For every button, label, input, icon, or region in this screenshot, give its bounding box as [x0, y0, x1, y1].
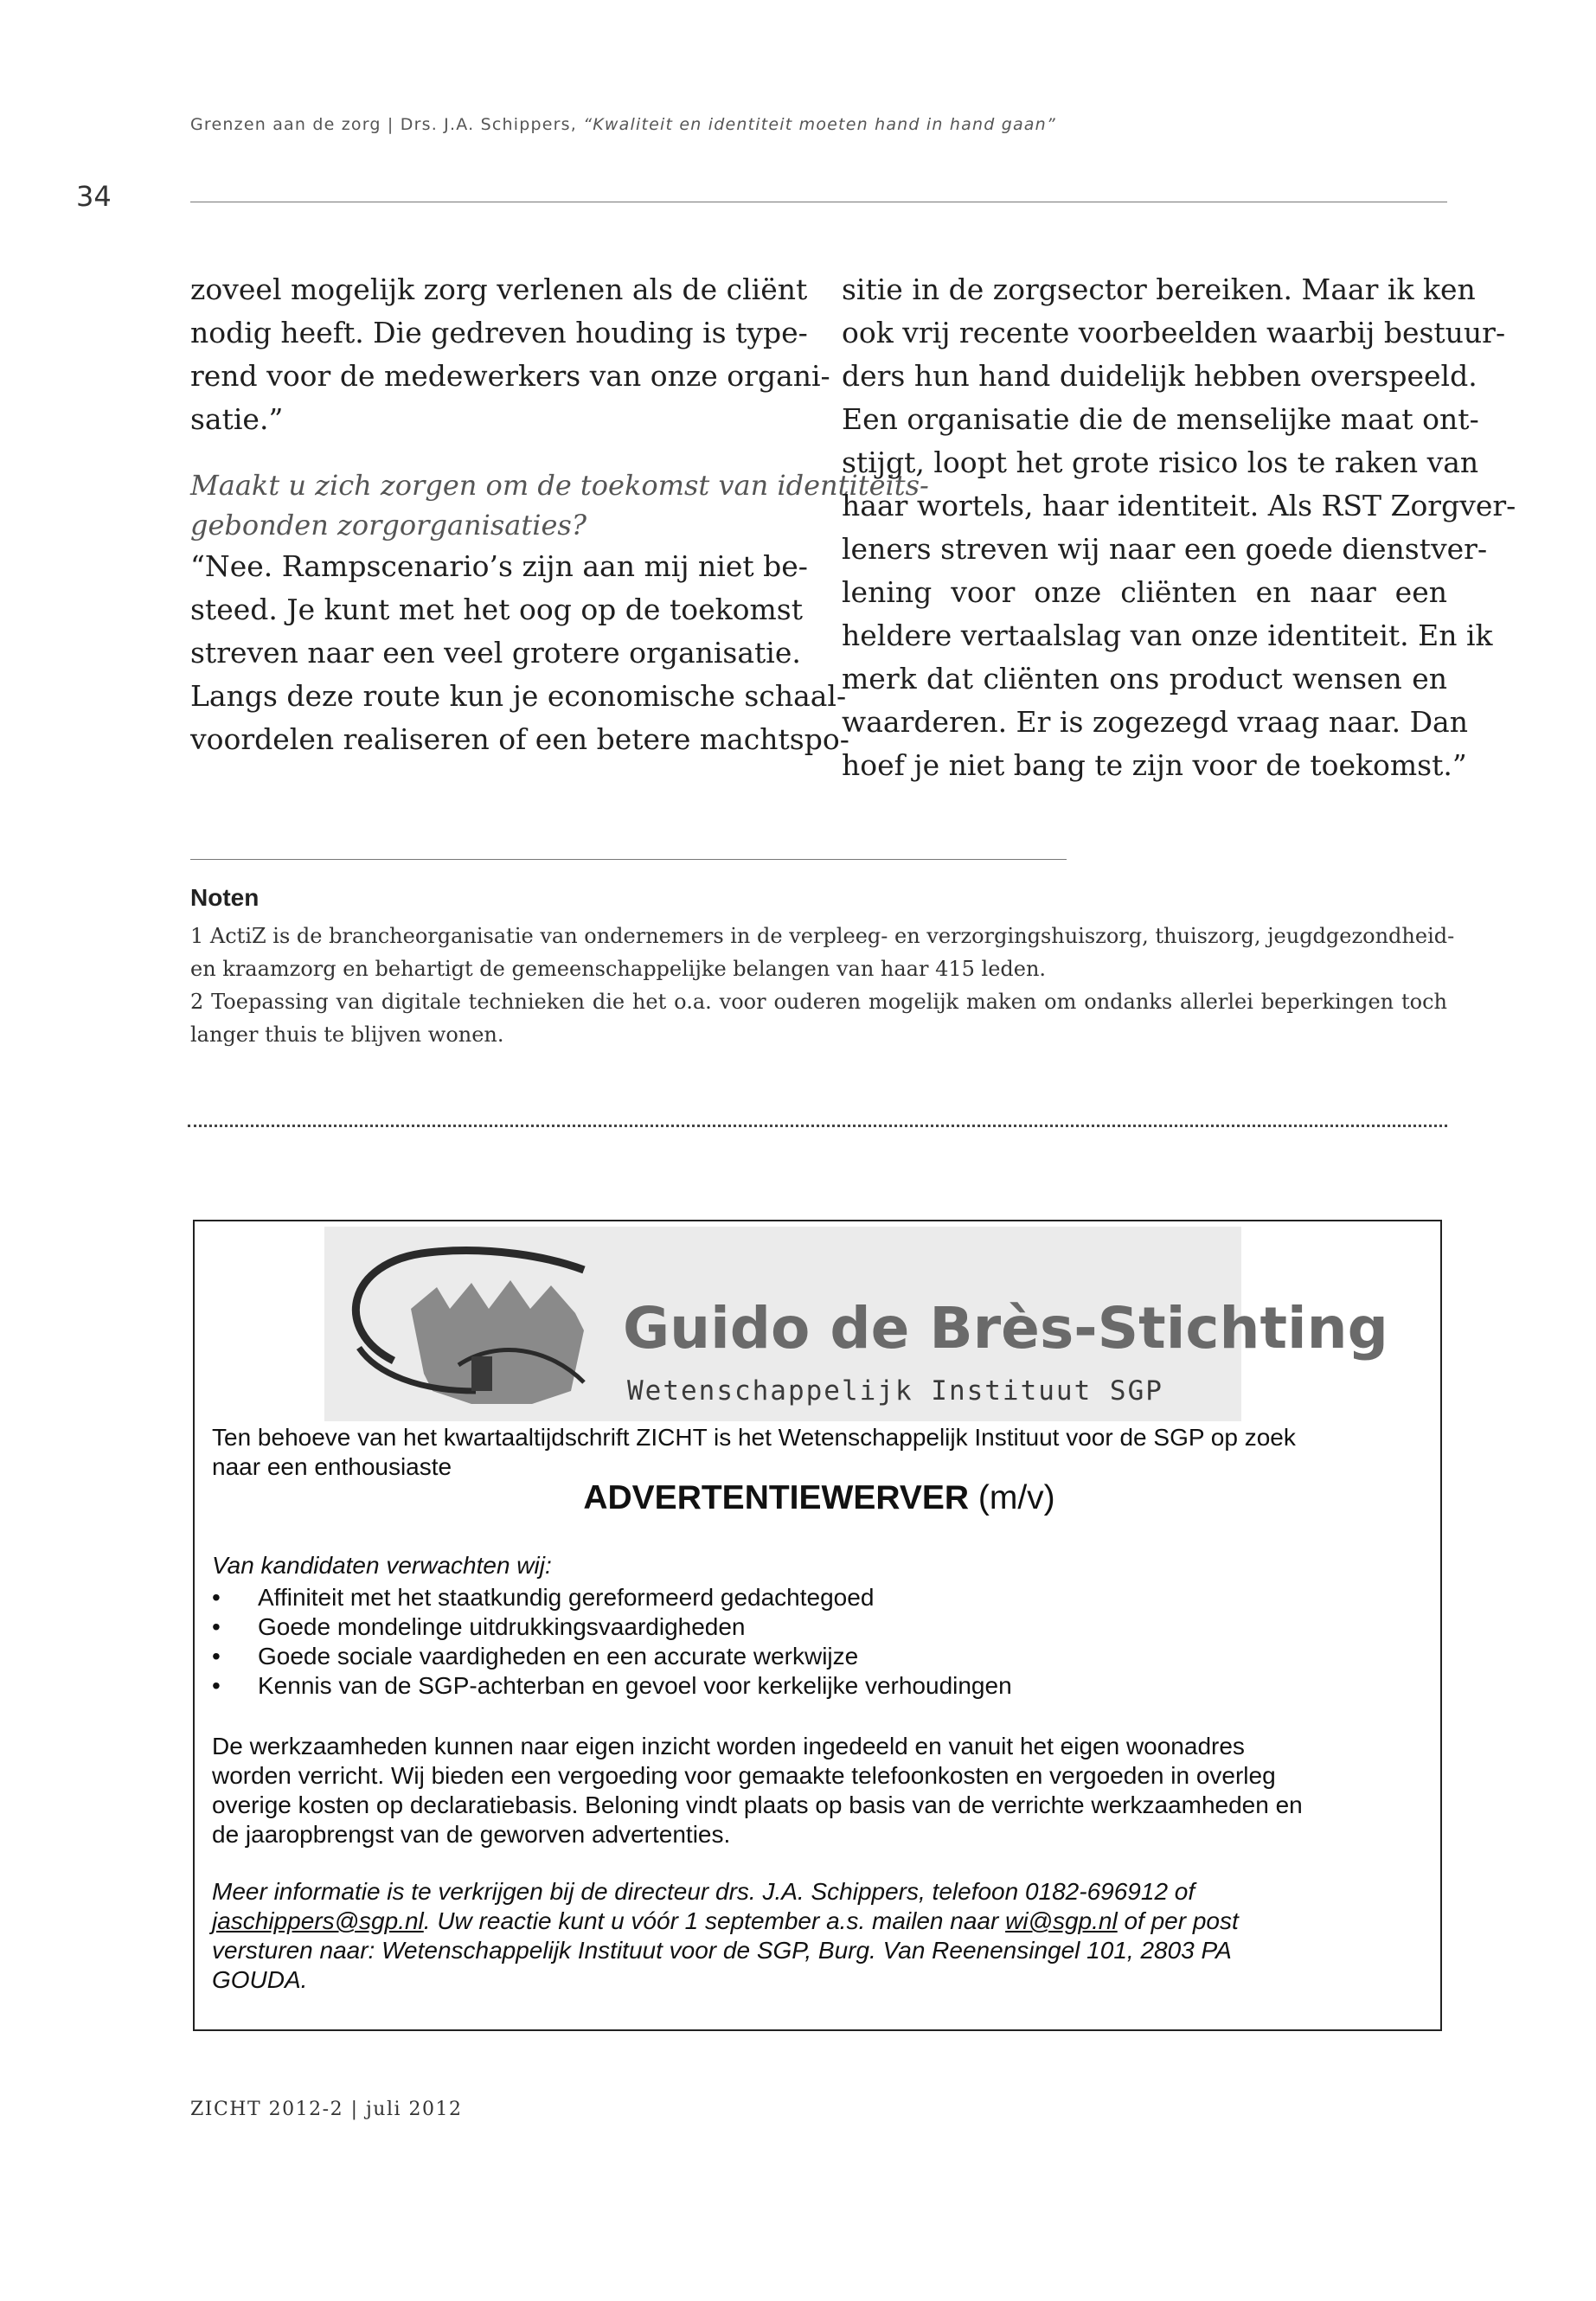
text-line: sitie in de zorgsector bereiken. Maar ik ken: [842, 272, 1476, 306]
work-line: overige kosten op declaratiebasis. Beloning vindt plaats op basis van de verrichte werkzaamheden en: [212, 1791, 1303, 1818]
list-item: • Goede mondelinge uitdrukkingsvaardigheden: [212, 1612, 1012, 1642]
interview-question: [190, 465, 929, 545]
list-item: • Kennis van de SGP-achterban en gevoel voor kerkelijke verhoudingen: [212, 1671, 1012, 1701]
page-number: 34: [76, 180, 112, 213]
text-line: “Nee. Rampscenario’s zijn aan mij niet be-: [190, 549, 808, 583]
info-text: of per post: [1117, 1907, 1239, 1934]
text-line: waarderen. Er is zogezegd vraag naar. Dan: [842, 705, 1468, 739]
logo-name: Guido de Brès-Stichting: [623, 1295, 1388, 1362]
text-line: Een organisatie die de menselijke maat ont-: [842, 402, 1479, 436]
email-link-institute[interactable]: wi@sgp.nl: [1005, 1907, 1118, 1934]
text-line: heldere vertaalslag van onze identiteit. En ik: [842, 619, 1493, 652]
work-line: worden verricht. Wij bieden een vergoeding voor gemaakte telefoonkosten en vergoeden in overleg: [212, 1762, 1276, 1789]
job-title: ADVERTENTIEWERVER: [583, 1479, 970, 1516]
list-item: • Goede sociale vaardigheden en een accurate werkwijze: [212, 1642, 1012, 1671]
text-line: Langs deze route kun je economische schaal-: [190, 679, 847, 713]
text-line: streven naar een veel grotere organisatie.: [190, 636, 801, 670]
text-line: steed. Je kunt met het oog op de toekomst: [190, 593, 803, 626]
footnotes: [190, 920, 1455, 1051]
text-line: lening voor onze cliënten en naar een: [842, 575, 1447, 609]
footnote-line: 2 Toepassing van digitale technieken die het o.a. voor ouderen mogelijk maken om ondanks allerlei beperkingen toch: [190, 990, 1447, 1014]
work-line: de jaaropbrengst van de geworven advertenties.: [212, 1821, 731, 1848]
guido-de-bres-logo: [324, 1227, 1388, 1421]
requirements-list: [212, 1583, 1012, 1701]
work-line: De werkzaamheden kunnen naar eigen inzicht worden ingedeeld en vanuit het eigen woonadres: [212, 1733, 1245, 1759]
right-column: [842, 268, 1516, 787]
text-line: nodig heeft. Die gedreven houding is type-: [190, 316, 808, 349]
footnote-line: en kraamzorg en behartigt de gemeenschappelijke belangen van haar 415 leden.: [190, 957, 1047, 981]
notes-rule: [190, 859, 1067, 860]
text-line: hoef je niet bang te zijn voor de toekomst.”: [842, 748, 1467, 782]
info-line: versturen naar: Wetenschappelijk Instituut voor de SGP, Burg. Van Reenensingel 101, 2803 PA: [212, 1937, 1232, 1964]
requirements-label: Van kandidaten verwachten wij:: [212, 1552, 552, 1579]
text-line: haar wortels, haar identiteit. Als RST Zorgver-: [842, 489, 1516, 522]
work-description: [212, 1732, 1423, 1849]
info-line: GOUDA.: [212, 1966, 308, 1993]
job-title-suffix: (m/v): [969, 1479, 1055, 1516]
dotted-separator: [188, 1125, 1447, 1127]
info-line: [212, 1907, 1423, 1936]
text-line: zoveel mogelijk zorg verlenen als de cliënt: [190, 272, 808, 306]
info-text: . Uw reactie kunt u vóór 1 september a.s. mailen naar: [423, 1907, 1006, 1934]
running-head: [190, 115, 1056, 134]
left-column: [190, 268, 929, 761]
text-line: stijgt, loopt het grote risico los te raken van: [842, 445, 1479, 479]
running-head-quote: “Kwaliteit en identiteit moeten hand in hand gaan”: [583, 115, 1056, 134]
text-line: leners streven wij naar een goede dienstver-: [842, 532, 1488, 566]
notes-title: Noten: [190, 884, 260, 911]
list-item: • Affiniteit met het staatkundig gereformeerd gedachtegoed: [212, 1583, 1012, 1612]
footnote-line: langer thuis te blijven wonen.: [190, 1022, 504, 1047]
answer-continuation: [842, 268, 1516, 787]
question-line: gebonden zorgorganisaties?: [190, 509, 586, 542]
job-advertisement: [193, 1220, 1442, 2031]
paragraph-end: [190, 268, 830, 441]
footnote-line: 1 ActiZ is de brancheorganisatie van ondernemers in de verpleeg- en verzorgingshuiszorg, thuiszorg, jeugdgezondheid-: [190, 924, 1455, 948]
text-line: satie.”: [190, 402, 284, 436]
text-line: rend voor de medewerkers van onze organi-: [190, 359, 830, 393]
text-line: ook vrij recente voorbeelden waarbij bestuur-: [842, 316, 1506, 349]
intro-line: Ten behoeve van het kwartaaltijdschrift ZICHT is het Wetenschappelijk Instituut voor de SGP op zoek: [212, 1424, 1296, 1451]
text-line: merk dat cliënten ons product wensen en: [842, 662, 1447, 695]
logo-subtitle: Wetenschappelijk Instituut SGP: [627, 1375, 1163, 1407]
text-line: ders hun hand duidelijk hebben overspeeld.: [842, 359, 1477, 393]
page-footer: ZICHT 2012-2 | juli 2012: [190, 2099, 463, 2120]
email-link-director[interactable]: jaschippers@sgp.nl: [212, 1907, 424, 1934]
ad-intro: [212, 1423, 1423, 1482]
info-line: Meer informatie is te verkrijgen bij de directeur drs. J.A. Schippers, telefoon 0182-696912 of: [212, 1878, 1195, 1905]
intro-line: naar een enthousiaste: [212, 1453, 452, 1480]
answer-paragraph: [190, 545, 849, 761]
question-line: Maakt u zich zorgen om de toekomst van identiteits-: [190, 469, 929, 502]
contact-info: [212, 1877, 1423, 1995]
ad-title: [195, 1479, 1444, 1517]
running-head-prefix: Grenzen aan de zorg | Drs. J.A. Schippers,: [190, 115, 584, 134]
text-line: voordelen realiseren of een betere machtspo-: [190, 722, 849, 756]
